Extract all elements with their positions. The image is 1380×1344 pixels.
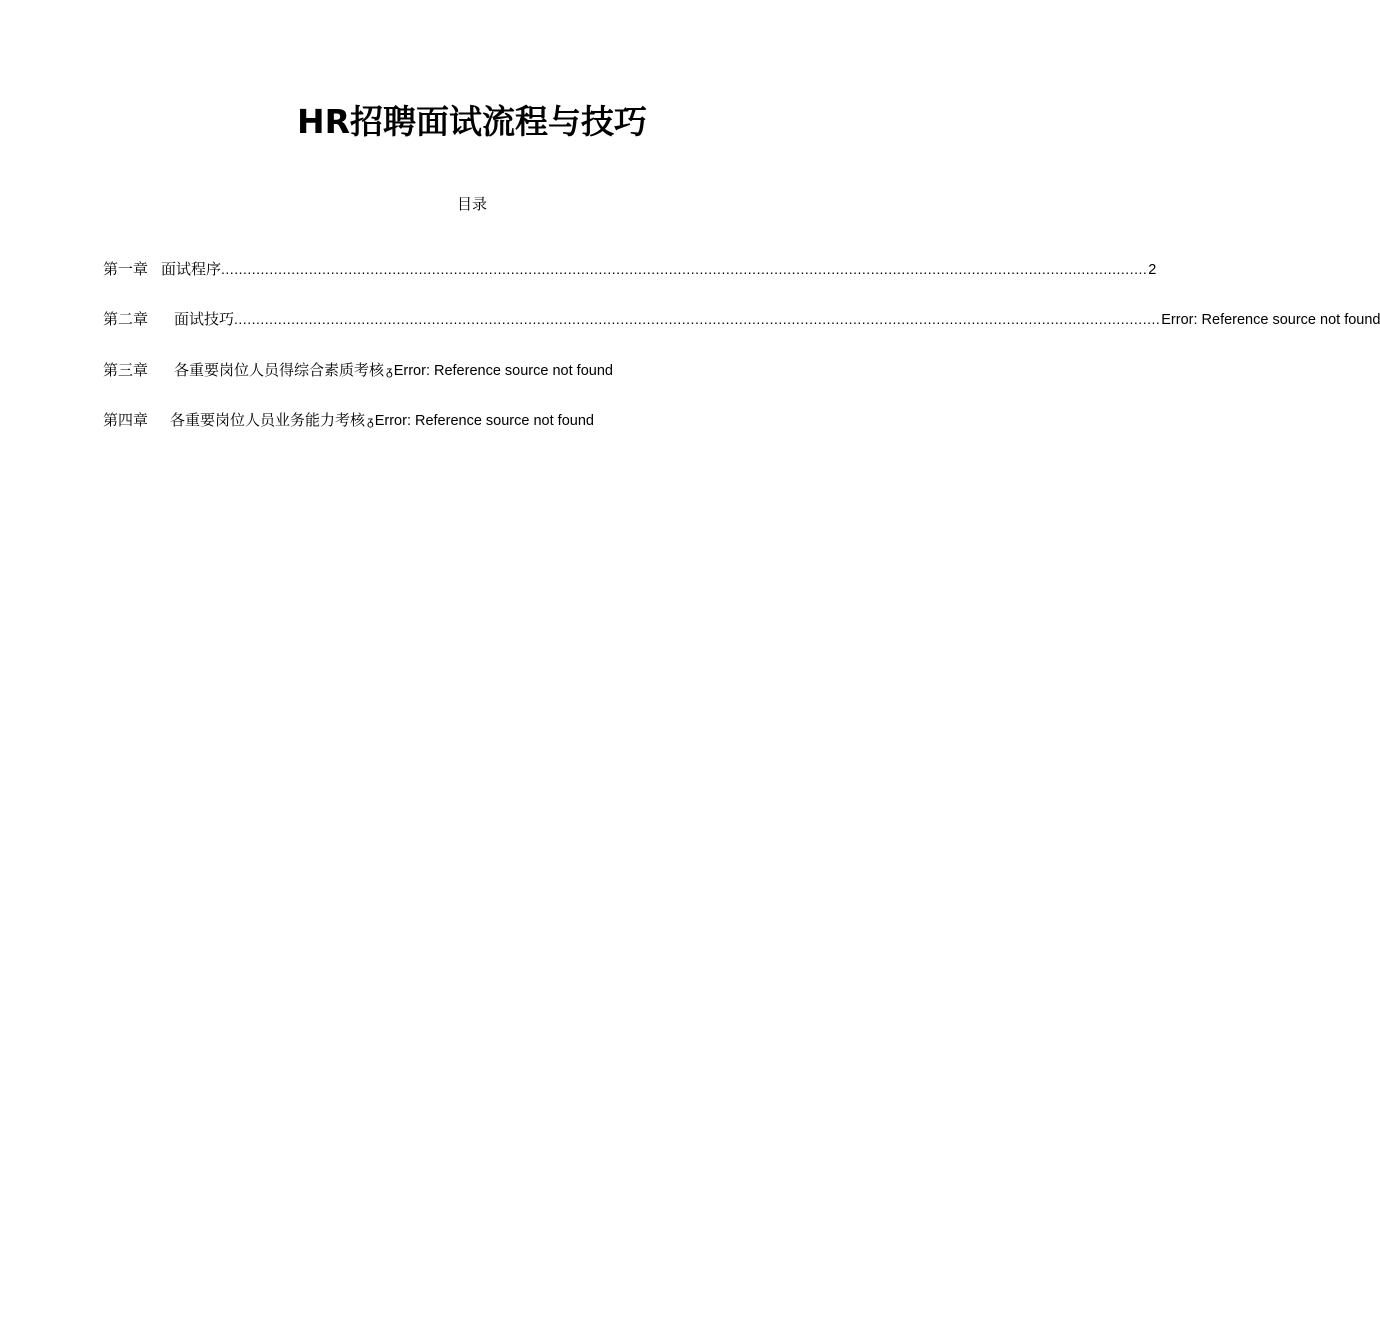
toc-tab-mark: ᵹ xyxy=(386,364,393,378)
toc-topic: 面试程序 xyxy=(161,260,222,278)
toc-tab-mark: ᵹ xyxy=(367,414,374,428)
toc-chapter-label: 第四章 xyxy=(103,411,149,429)
toc-heading: 目录 xyxy=(456,195,487,213)
toc-page-number: 2 xyxy=(1148,262,1157,278)
toc-topic: 各重要岗位人员业务能力考核 xyxy=(170,411,366,429)
toc-page-reference-error: Error: Reference source not found xyxy=(393,363,613,379)
toc-chapter-label: 第三章 xyxy=(103,361,149,379)
toc-topic: 各重要岗位人员得综合素质考核 xyxy=(174,361,385,379)
toc-chapter-label: 第二章 xyxy=(103,310,149,328)
toc-entry-chapter-2[interactable] xyxy=(103,308,1380,330)
document-title: HR招聘面试流程与技巧 xyxy=(296,102,648,141)
toc-page-reference-error: Error: Reference source not found xyxy=(1161,312,1380,328)
toc-entry-chapter-3[interactable] xyxy=(103,359,613,381)
toc-topic: 面试技巧 xyxy=(174,310,235,328)
toc-entry-chapter-1[interactable] xyxy=(103,258,1157,280)
toc-dot-leader: ................................................................................................................................................................................................................... xyxy=(221,261,1148,277)
toc-entry-chapter-4[interactable] xyxy=(103,409,594,431)
toc-dot-leader: ................................................................................................................................................................................................................... xyxy=(234,311,1161,327)
toc-page-reference-error: Error: Reference source not found xyxy=(374,413,594,429)
toc-chapter-label: 第一章 xyxy=(103,260,149,278)
